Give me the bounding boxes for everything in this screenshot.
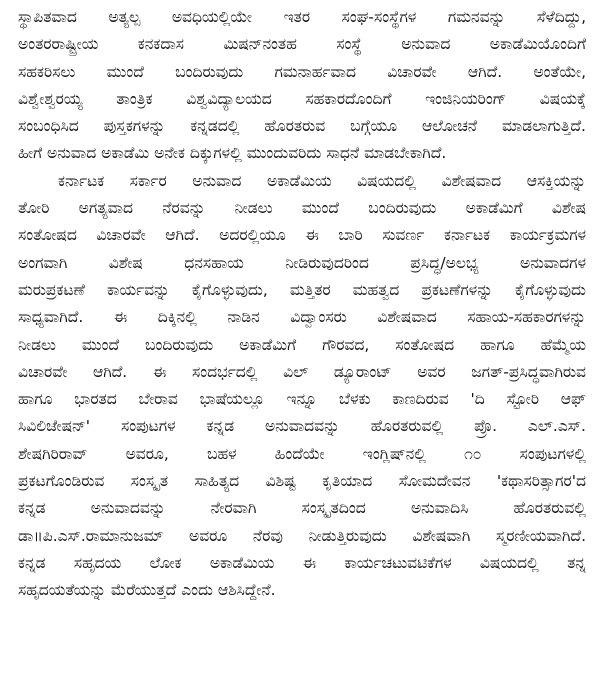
text-line: ಕರ್ನಾಟಕ ಸರ್ಕಾರ ಅನುವಾದ ಅಕಾಡೆಮಿಯ ವಿಷಯದಲ್ಲಿ ವಿಶೇಷವಾದ ಆಸಕ್ತಿಯನ್ನು <box>58 171 586 190</box>
text-line: ಸಿವಿಲಿಜೇಷನ್' ಸಂಪುಟಗಳ ಕನ್ನಡ ಅನುವಾದವನ್ನು ಹೊರತರುವಲ್ಲಿ ಪ್ರೊ. ಎಲ್.ಎಸ್. <box>18 417 586 436</box>
text-line: ಹಾಗೂ ಭಾರತದ ಬೇರಾವ ಭಾಷೆಯಲ್ಲೂ ಇನ್ನೂ ಬೆಳಕು ಕಾಣದಿರುವ 'ದಿ ಸ್ಟೋರಿ ಆಫ್ <box>18 390 586 409</box>
text-line: ಶೇಷಗಿರಿರಾವ್ ಅವರೂ, ಬಹಳ ಹಿಂದೆಯೇ ಇಂಗ್ಲಿಷ್‌ನಲ್ಲಿ ೧೦ ಸಂಪುಟಗಳಲ್ಲಿ <box>18 444 586 463</box>
text-line: ಸಂತೋಷದ ವಿಚಾರವೇ ಆಗಿದೆ. ಅದರಲ್ಲಿಯೂ ಈ ಬಾರಿ ಸುವರ್ಣ ಕರ್ನಾಟಕ ಕಾರ್ಯಕ್ರಮಗಳ <box>18 226 586 245</box>
text-line: ಅಂತರರಾಷ್ಟ್ರೀಯ ಕನಕದಾಸ ಮಿಷನ್‌ನಂತಹ ಸಂಸ್ಥೆ ಅನುವಾದ ಅಕಾಡೆಮಿಯೊಂದಿಗೆ <box>18 35 586 54</box>
text-line: ವಿಶ್ವೇಶ್ವರಯ್ಯ ತಾಂತ್ರಿಕ ವಿಶ್ವವಿದ್ಯಾಲಯದ ಸಹಕಾರದೊಂದಿಗೆ ಇಂಜಿನಿಯರಿಂಗ್ ವಿಷಯಕ್ಕೆ <box>18 89 586 108</box>
paragraph-1 <box>18 4 586 168</box>
paragraph-2 <box>18 168 586 605</box>
text-line: ಅಂಗವಾಗಿ ವಿಶೇಷ ಧನಸಹಾಯ ನೀಡಿರುವುದರಿಂದ ಪ್ರಸಿದ್ಧ/ಅಲಭ್ಯ ಅನುವಾದಗಳ <box>18 253 586 272</box>
text-line: ಪ್ರಕಟಗೊಂಡಿರುವ ಸಂಸ್ಕೃತ ಸಾಹಿತ್ಯದ ವಿಶಿಷ್ಟ ಕೃತಿಯಾದ ಸೋಮದೇವನ 'ಕಥಾಸರಿತ್ಸಾಗರ'ದ <box>18 472 586 491</box>
text-line: ಸಹೃದಯತೆಯನ್ನು ಮೆರೆಯುತ್ತದೆ ಎಂದು ಆಶಿಸಿದ್ದೇನೆ. <box>18 581 276 600</box>
text-line: ಸ್ಥಾಪಿತವಾದ ಅತ್ಯಲ್ಪ ಅವಧಿಯಲ್ಲಿಯೇ ಇತರ ಸಂಘ-ಸಂಸ್ಥೆಗಳ ಗಮನವನ್ನು ಸೆಳೆದಿದ್ದು, <box>18 8 586 26</box>
text-line: ಸಹಕರಿಸಲು ಮುಂದೆ ಬಂದಿರುವುದು ಗಮನಾರ್ಹವಾದ ವಿಚಾರವೇ ಆಗಿದೆ. ಅಂತೆಯೇ, <box>18 62 586 81</box>
text-line: ವಿಚಾರವೇ ಆಗಿದೆ. ಈ ಸಂದರ್ಭದಲ್ಲಿ ವಿಲ್ ಡ್ಯೂರಾಂಟ್ ಅವರ ಜಗತ್-ಪ್ರಸಿದ್ಧವಾಗಿರುವ <box>18 362 586 381</box>
text-line: ಕನ್ನಡ ಸಹೃದಯ ಲೋಕ ಅಕಾಡೆಮಿಯ ಈ ಕಾರ್ಯಚಟುವಟಿಕೆಗಳ ವಿಷಯದಲ್ಲಿ ತನ್ನ <box>18 553 586 572</box>
text-line: ಸಂಬಂಧಿಸಿದ ಪುಸ್ತಕಗಳನ್ನು ಕನ್ನಡದಲ್ಲಿ ಹೊರತರುವ ಬಗ್ಗೆಯೂ ಆಲೋಚನೆ ಮಾಡಲಾಗುತ್ತಿದೆ. <box>18 117 586 136</box>
text-line: ತೋರಿ ಅಗತ್ಯವಾದ ನೆರವನ್ನು ನೀಡಲು ಮುಂದೆ ಬಂದಿರುವುದು ಅಕಾಡೆಮಿಗೆ ವಿಶೇಷ <box>18 199 586 218</box>
text-line: ನೀಡಲು ಮುಂದೆ ಬಂದಿರುವುದು ಅಕಾಡೆಮಿಗೆ ಗೌರವದ, ಸಂತೋಷದ ಹಾಗೂ ಹೆಮ್ಮೆಯ <box>18 335 586 354</box>
text-line: ಕನ್ನಡ ಅನುವಾದವನ್ನು ನೇರವಾಗಿ ಸಂಸ್ಕೃತದಿಂದ ಅನುವಾದಿಸಿ ಹೊರತರುವಲ್ಲಿ <box>18 499 586 518</box>
text-line: ಮರುಪ್ರಕಟಣೆ ಕಾರ್ಯವನ್ನು ಕೈಗೊಳ್ಳುವುದು, ಮತ್ತಿತರ ಮಹತ್ವದ ಪ್ರಕಟಣೆಗಳನ್ನು ಕೈಗೊಳ್ಳುವುದು <box>18 280 586 299</box>
text-line: ಡಾ॥ಪಿ.ಎಸ್.ರಾಮಾನುಜಮ್ ಅವರೂ ನೆರವು ನೀಡುತ್ತಿರುವುದು ವಿಶೇಷವಾಗಿ ಸ್ಮರಣೀಯವಾಗಿದೆ. <box>18 526 586 545</box>
text-line: ಹೀಗೆ ಅನುವಾದ ಅಕಾಡೆಮಿ ಅನೇಕ ದಿಕ್ಕುಗಳಲ್ಲಿ ಮುಂದುವರಿದು ಸಾಧನೆ ಮಾಡಬೇಕಾಗಿದೆ. <box>18 144 447 163</box>
text-line: ಸಾಧ್ಯವಾಗಿದೆ. ಈ ದಿಕ್ಕಿನಲ್ಲಿ ನಾಡಿನ ವಿದ್ವಾಂಸರು ವಿಶೇಷವಾದ ಸಹಾಯ-ಸಹಕಾರಗಳನ್ನು <box>18 308 586 327</box>
